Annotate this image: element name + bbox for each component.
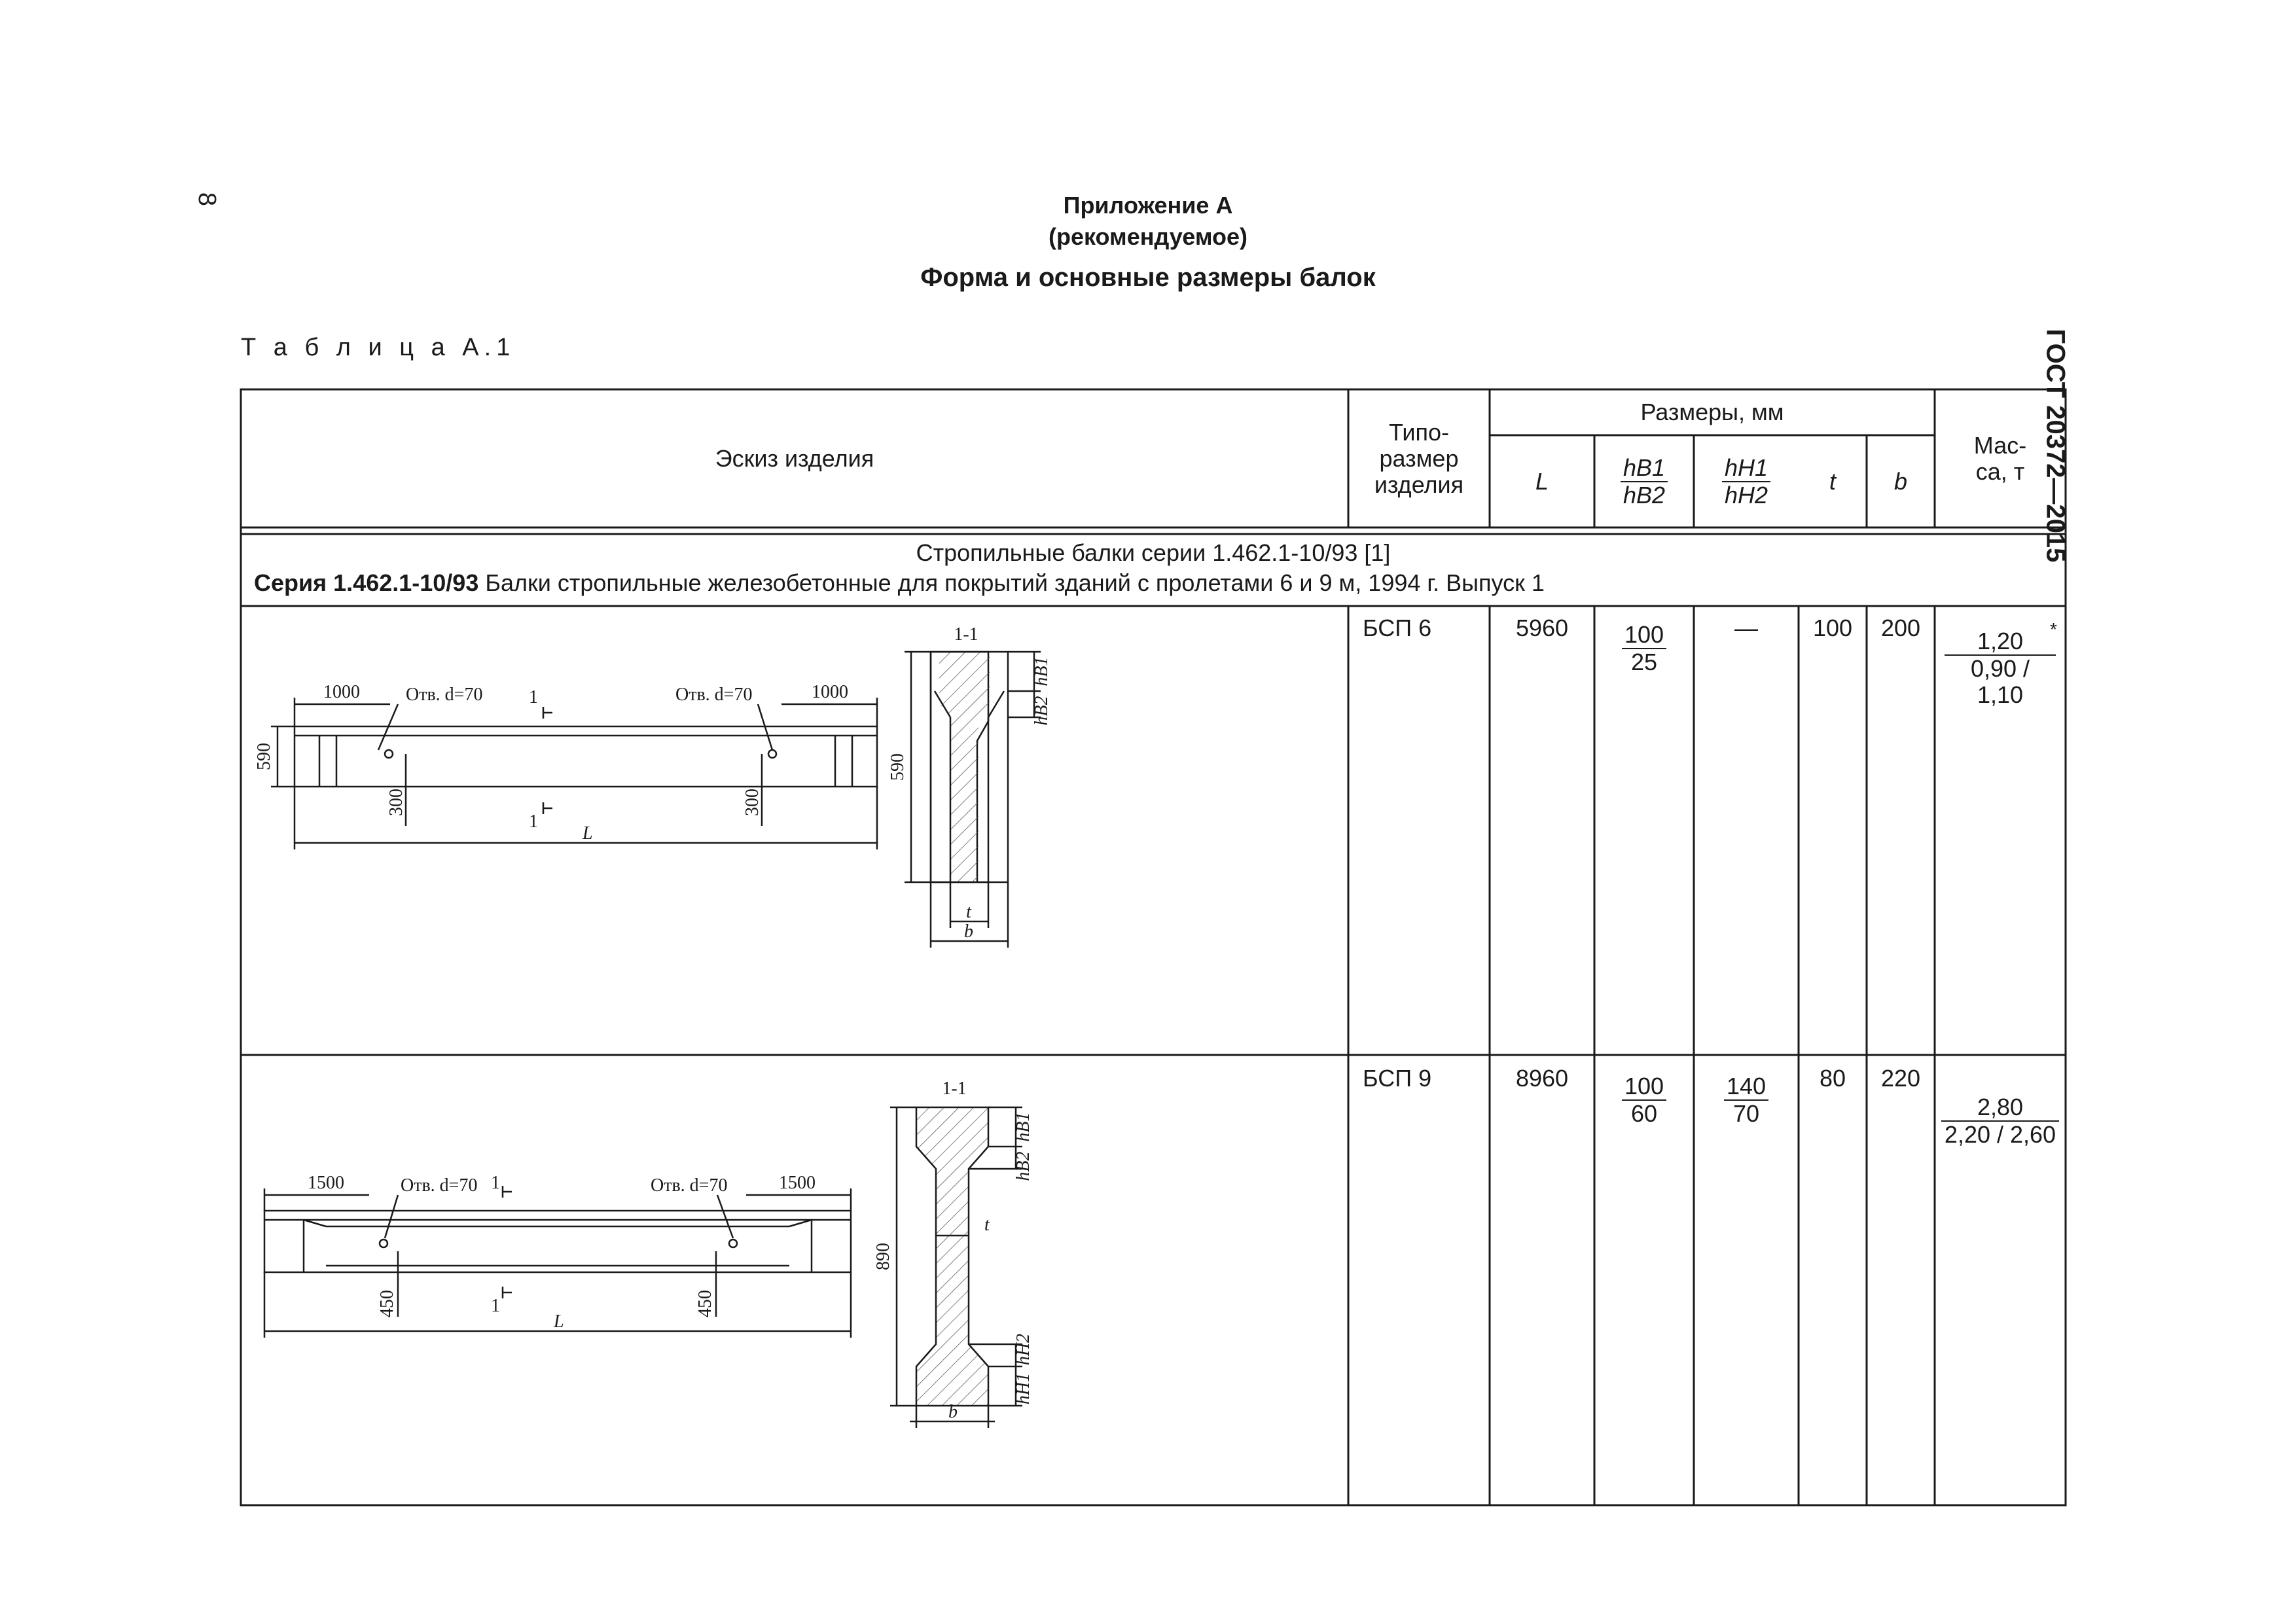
header-hH2: hH2 [1724,481,1768,508]
sketch2-t: t [984,1215,990,1235]
sketch1-b: b [964,921,973,942]
hole-right [768,750,776,758]
sketch2-hB2: hB2 [1013,1151,1033,1181]
row2-hH2: 70 [1732,1100,1760,1127]
page-number: 8 [193,192,221,207]
row2-b: 220 [1880,1065,1921,1092]
sketch1-hB1: hB1 [1031,656,1052,687]
sketch1-t: t [966,902,971,922]
appendix-note: (рекомендуемое) [1049,223,1247,250]
header-hH [1694,435,1799,527]
sketch1-cut-bottom: 1 [529,812,538,832]
row2-hB1: 100 [1622,1073,1666,1101]
header-t: t [1829,467,1836,495]
sketch1-cut-top: 1 [529,687,538,707]
row2-mass [1935,1094,2066,1160]
table-label: Т а б л и ц а А.1 [241,334,516,361]
sketch2-hB1: hB1 [1013,1112,1033,1142]
sketch1-section-height: 590 [888,753,908,781]
series-code: Серия 1.462.1-10/93 [254,569,479,596]
row2-t: 80 [1819,1065,1846,1092]
row1-hH: — [1734,615,1758,641]
row2-L: 8960 [1515,1065,1569,1092]
row1-hB [1594,622,1694,687]
sketch2-b: b [948,1402,958,1422]
row1-mass [1935,628,2066,708]
header-type [1348,389,1490,527]
sketch2-hole-right: Отв. d=70 [651,1175,728,1196]
sketch1-hole-left: Отв. d=70 [406,685,483,705]
sketch1-L: L [583,823,593,844]
sketch2-offset-left: 450 [377,1290,397,1317]
header-type-l3: изделия [1374,471,1464,498]
row2-mass-alt: 2,20 / 2,60 [1944,1121,2056,1148]
row1-L: 5960 [1515,615,1569,641]
header-hB2: hB2 [1623,481,1666,508]
sketch1-hB2: hB2 [1031,696,1052,726]
row2-hH1: 140 [1724,1073,1768,1101]
series-rest: Балки стропильные железобетонные для покрытий зданий с пролетами 6 и 9 м, 1994 г. Выпуск 1 [478,569,1545,596]
row2-mass-main: 2,80 [1941,1094,2059,1122]
row1-b: 200 [1880,615,1921,641]
header-hB [1594,435,1694,527]
row1-mass-footnote-mark: * [2050,619,2057,639]
hole-left [385,750,393,758]
appendix-title: Приложение А [1063,192,1233,219]
sketch2-height: 890 [873,1243,893,1270]
sketch-bsp9 [241,1055,1348,1505]
sketch1-hole-right: Отв. d=70 [675,685,753,705]
header-mass-l2: са, т [1975,457,2025,485]
header-mass [1935,389,2066,527]
row1-type: БСП 6 [1363,615,1432,641]
header-L: L [1535,467,1549,495]
row1-mass-main: 1,20 [1945,628,2056,656]
sketch1-end-right: 1000 [812,682,848,702]
header-dimensions: Размеры, мм [1640,399,1784,425]
sketch2-end-left: 1500 [308,1173,344,1193]
standard-id: ГОСТ 20372—2015 [2041,329,2070,563]
series-description [254,569,1545,597]
header-hH1: hH1 [1722,455,1770,482]
sketch1-section-label: 1-1 [954,624,978,645]
sketch2-hH1: hH1 [1013,1372,1033,1405]
hole-right-2 [729,1240,737,1247]
sketch1-offset-left: 300 [386,789,406,816]
sketch1-offset-right: 300 [742,789,762,816]
header-hB1: hB1 [1621,455,1668,482]
sketch2-hH2: hH2 [1013,1333,1033,1366]
row2-type: БСП 9 [1363,1065,1432,1092]
sketch2-section-label: 1-1 [942,1079,967,1099]
sketch2-cut-bottom: 1 [491,1296,500,1316]
row2-hB [1594,1073,1694,1139]
header-b: b [1893,467,1908,495]
sketch2-cut-top: 1 [491,1173,500,1193]
sketch-bsp6 [241,606,1348,1055]
sketch1-height: 590 [254,743,274,770]
sketch2-L: L [554,1311,564,1332]
row1-hB2: 25 [1630,649,1658,675]
sketch1-end-left: 1000 [323,682,360,702]
header-type-l1: Типо- [1388,418,1450,446]
sketch2-hole-left: Отв. d=70 [401,1175,478,1196]
section-title: Форма и основные размеры балок [920,263,1376,292]
sketch2-offset-right: 450 [695,1290,715,1317]
hole-left-2 [380,1240,387,1247]
header-mass-l1: Мас- [1973,431,2027,459]
row1-t: 100 [1812,615,1853,641]
row1-mass-alt: 0,90 / 1,10 [1970,655,2030,708]
row1-hB1: 100 [1622,622,1666,649]
header-type-l2: размер [1379,444,1459,472]
sketch2-end-right: 1500 [779,1173,816,1193]
series-caption: Стропильные балки серии 1.462.1-10/93 [1] [916,539,1391,566]
row2-hH [1694,1073,1799,1139]
row2-hB2: 60 [1630,1100,1658,1127]
header-sketch: Эскиз изделия [715,444,874,472]
